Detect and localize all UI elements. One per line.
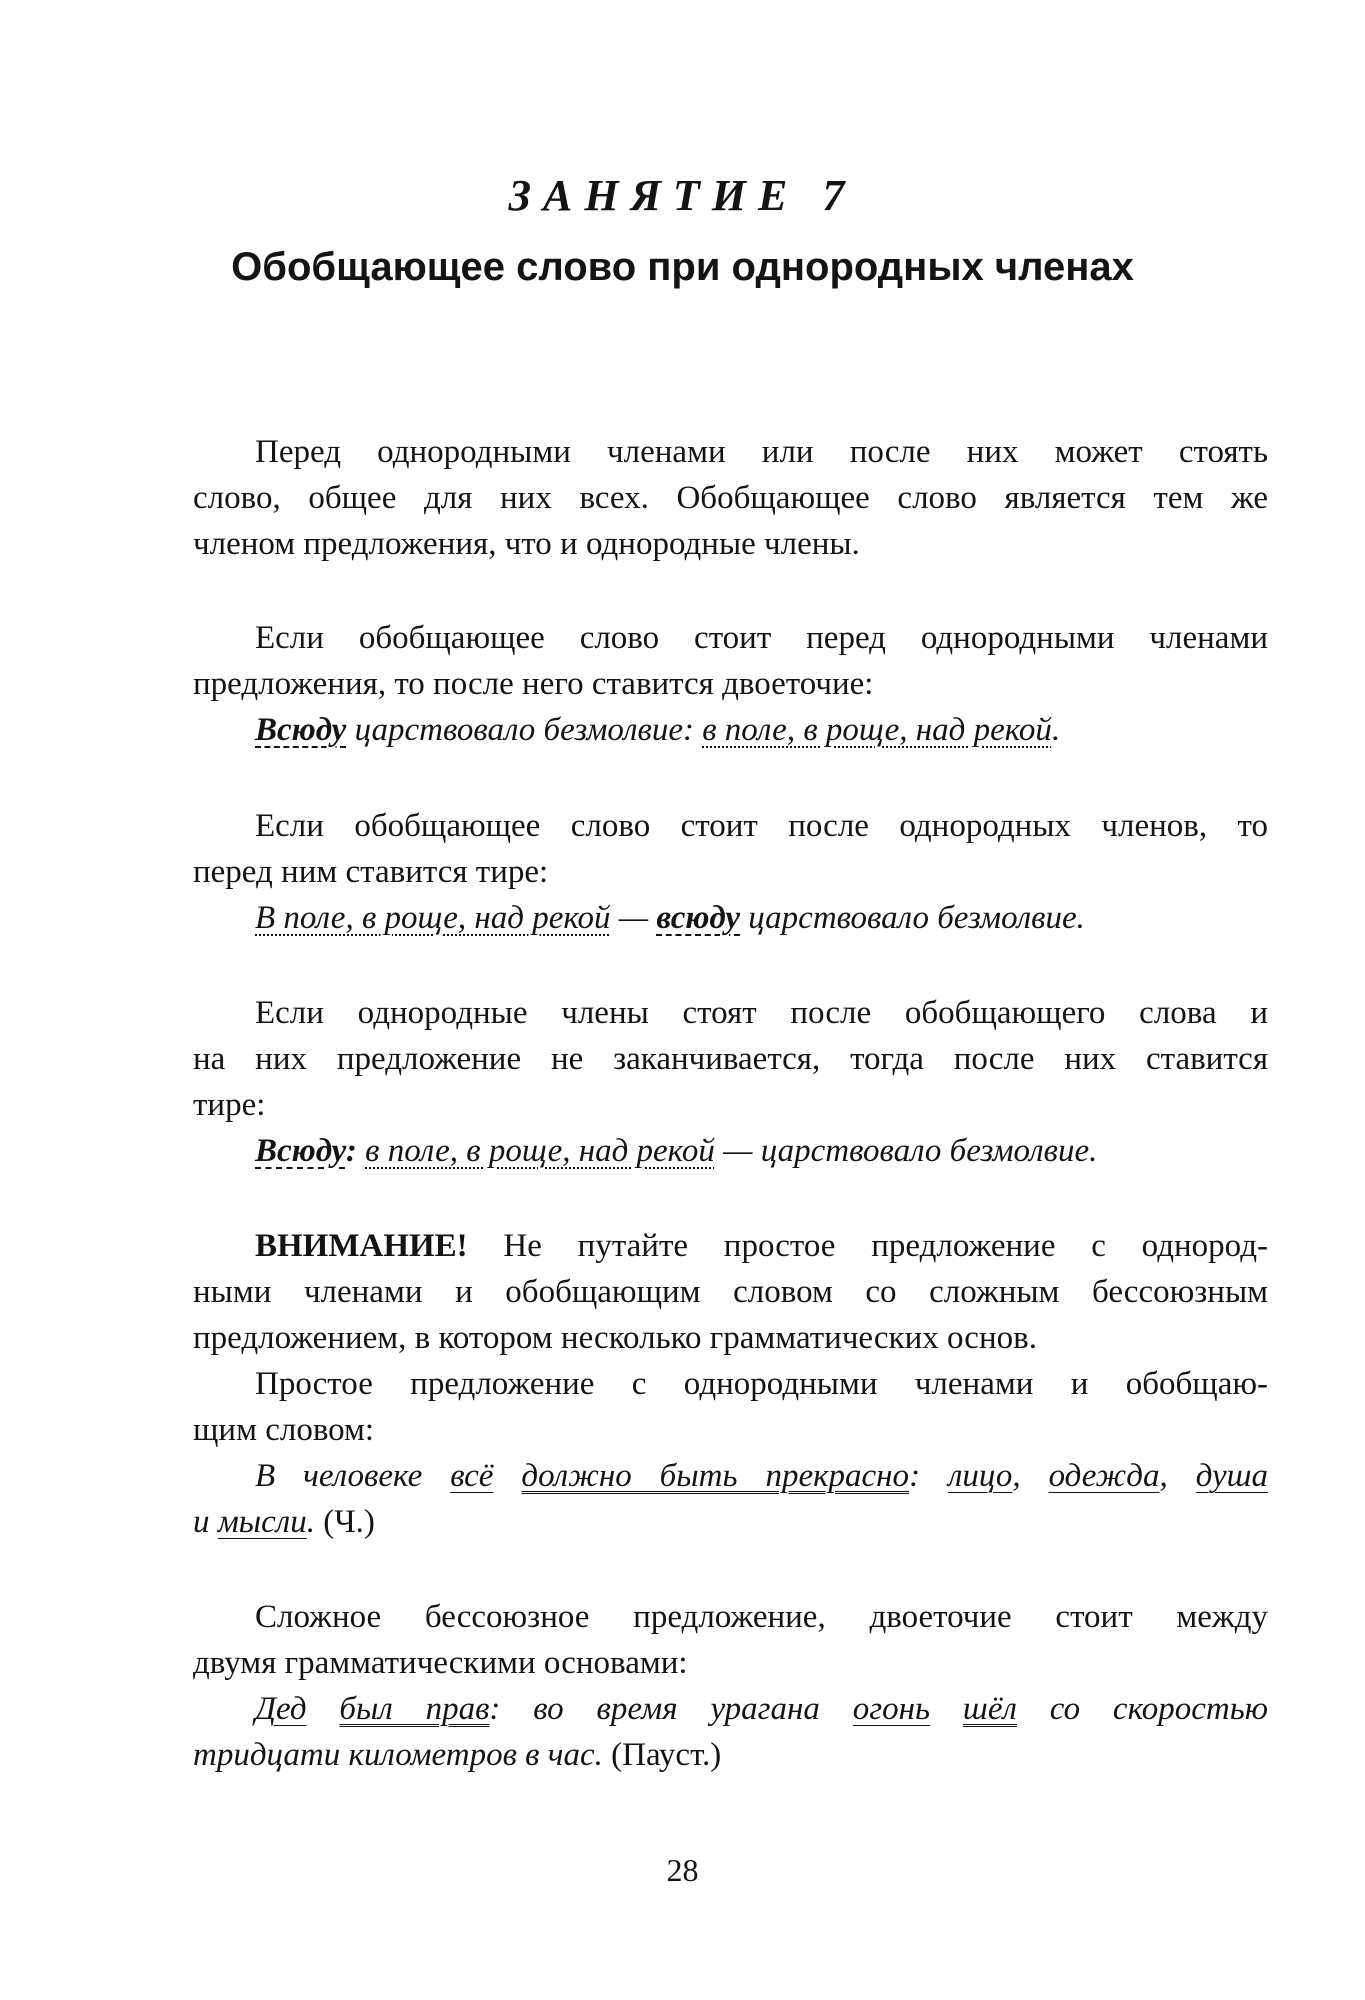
rule1-line-2: предложения, то после него ставится двоеточие: [193,666,874,702]
intro-line-3: членом предложения, что и однородные члены. [193,526,860,562]
homogeneous-members: В поле, в роще, над рекой [255,900,611,936]
example-text: и [193,1504,218,1540]
subject: всё [450,1458,494,1494]
example-text: . [306,1504,315,1540]
subject: лицо [948,1458,1013,1494]
attention-line-2: ными членами и обобщающим словом со сложным бессоюзным [193,1274,1268,1310]
attention-line-1 [193,1226,1268,1266]
attention-text: Не путайте простое предложение с однород- [467,1228,1268,1264]
example-text: : [909,1458,949,1494]
complex-line-2: двумя грамматическими основами: [193,1645,688,1681]
homogeneous-members: в поле, в роще, над рекой [365,1133,715,1169]
intro-line-2: слово, общее для них всех. Обобщающее слово является тем же [193,480,1268,516]
example-text: царствовало безмолвие: [346,712,703,748]
rule3-line-3: тире: [193,1087,266,1123]
example-text: — царствовало безмолвие. [714,1133,1098,1169]
generalizing-word: Всюду [255,712,347,748]
example-text: царствовало безмолвие. [740,900,1085,936]
subject: мысли [217,1504,307,1540]
example-text [307,1691,340,1727]
topic-heading: Обобщающее слово при однородных членах [231,245,1134,289]
predicate: был прав [339,1691,490,1727]
complex-line-1: Сложное бессоюзное предложение, двоеточие стоит между [255,1599,1268,1635]
predicate: должно быть прекрасно [521,1458,910,1494]
simple-sentence-example [193,1456,1268,1496]
rule2-line-2: перед ним ставится тире: [193,854,549,890]
example-text [930,1691,963,1727]
intro-line-1: Перед однородными членами или после них может стоять [255,434,1268,470]
rule1-line-1: Если обобщающее слово стоит перед однородными членами [255,620,1268,656]
lesson-heading: ЗАНЯТИЕ 7 [508,171,857,220]
simple-sentence-example-cont [193,1502,1268,1542]
example-text: со скоростью [1016,1691,1269,1727]
predicate: шёл [962,1691,1017,1727]
source-author: (Ч.) [314,1504,375,1540]
subject: огонь [852,1691,931,1727]
example-text: , [1159,1458,1196,1494]
example-text: — [610,900,657,936]
example-text: В человеке [255,1458,451,1494]
attention-line-5: щим словом: [193,1412,375,1448]
attention-label: ВНИМАНИЕ! [255,1228,468,1264]
rule2-example [193,898,1268,938]
complex-sentence-example-cont [193,1735,1268,1775]
rule3-example [193,1131,1268,1171]
subject: душа [1195,1458,1269,1494]
example-text: тридцати километров в час. [193,1737,603,1773]
example-text: : во время урагана [489,1691,853,1727]
example-text: . [1051,712,1061,748]
example-text: : [345,1133,366,1169]
rule3-line-1: Если однородные члены стоят после обобщающего слова и [255,995,1268,1031]
generalizing-word: Всюду [255,1133,346,1169]
example-text: , [1012,1458,1049,1494]
complex-sentence-example [193,1689,1268,1729]
example-text [493,1458,521,1494]
rule2-line-1: Если обобщающее слово стоит после однородных членов, то [255,808,1268,844]
rule3-line-2: на них предложение не заканчивается, тогда после них ставится [193,1041,1268,1077]
rule1-example [193,710,1268,750]
subject: одежда [1048,1458,1160,1494]
homogeneous-members: в поле, в роще, над рекой [702,712,1052,748]
attention-line-3: предложением, в котором несколько грамматических основ. [193,1320,1037,1356]
generalizing-word: всюду [656,900,741,936]
attention-line-4: Простое предложение с однородными членами и обобщаю- [255,1366,1268,1402]
subject: Дед [255,1691,307,1727]
page-number: 28 [666,1852,699,1888]
source-author: (Пауст.) [602,1737,722,1773]
